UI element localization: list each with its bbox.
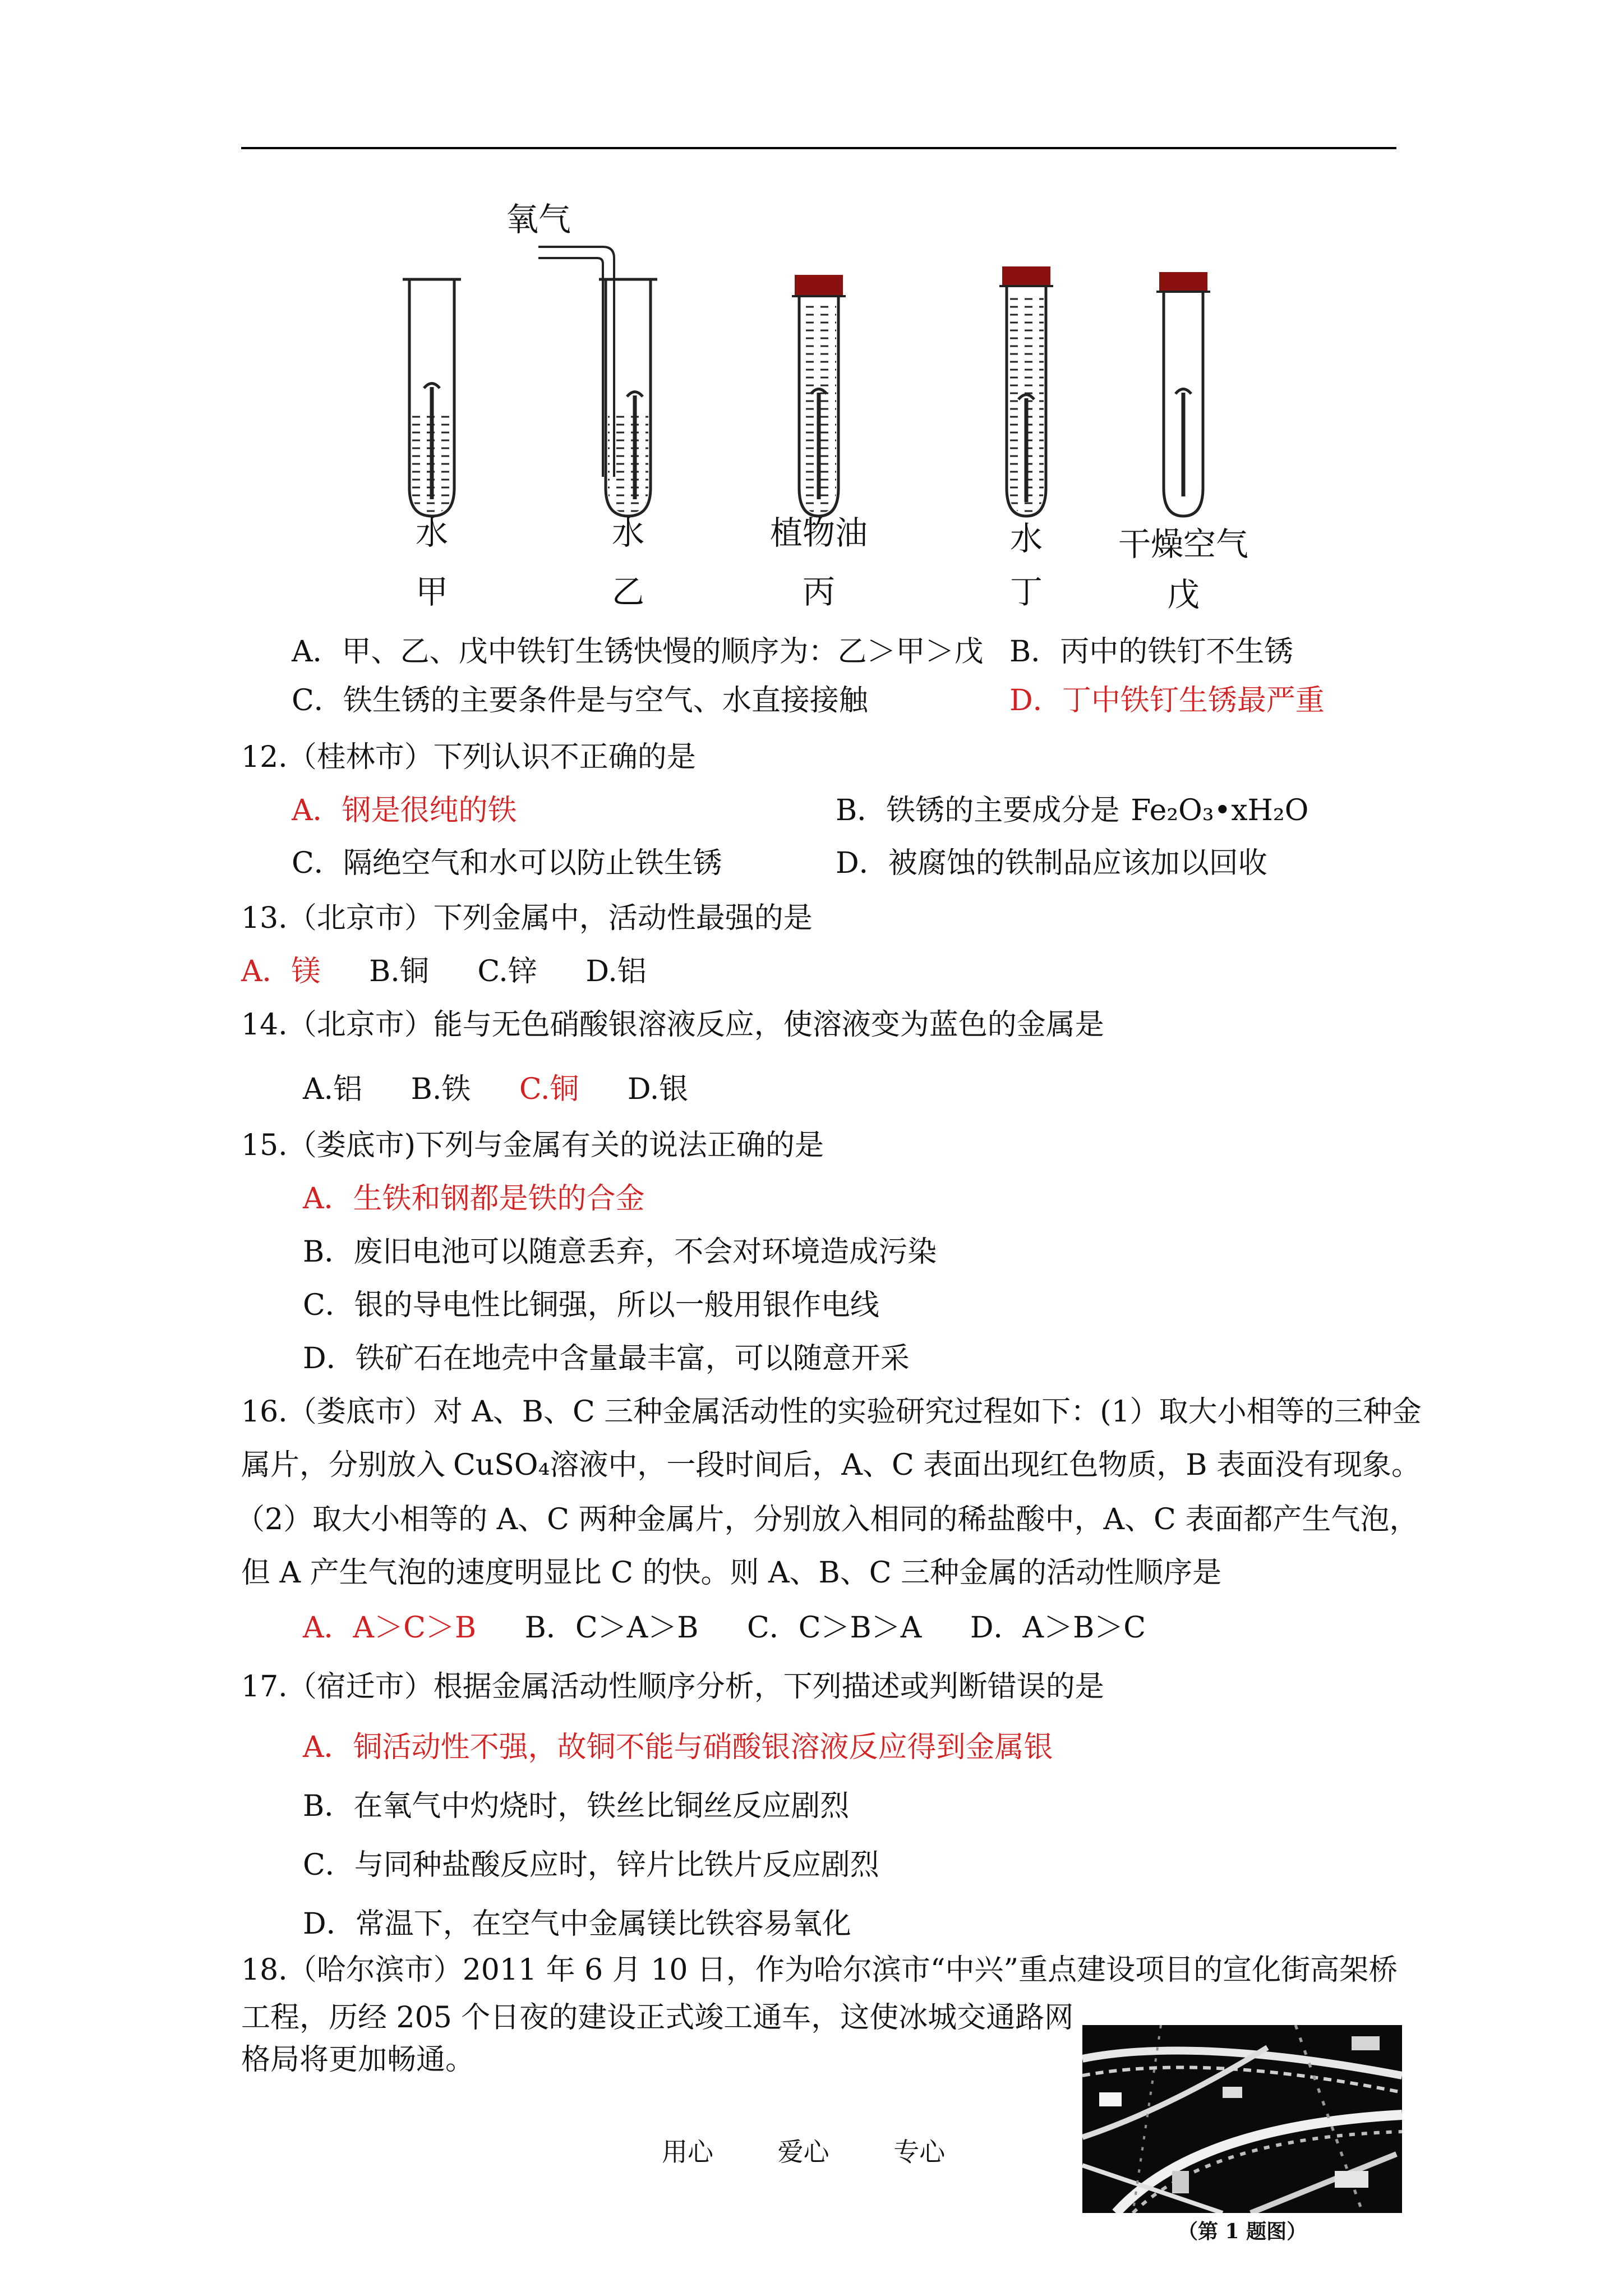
q17-option-a: A．铜活动性不强，故铜不能与硝酸银溶液反应得到金属银	[303, 1731, 1053, 1764]
q15-stem: 15.（娄底市)下列与金属有关的说法正确的是	[241, 1129, 824, 1162]
q16-line-4: 但 A 产生气泡的速度明显比 C 的快。则 A、B、C 三种金属的活动性顺序是	[241, 1556, 1222, 1590]
copper-sulfate-formula: CuSO₄	[453, 1448, 550, 1482]
q11-option-a: A．甲、乙、戊中铁钉生锈快慢的顺序为：乙＞甲＞戊	[292, 635, 984, 669]
footer-item: 专心	[893, 2137, 946, 2167]
tube-ding	[999, 266, 1053, 516]
footer-item: 爱心	[777, 2137, 829, 2167]
oxygen-label: 氧气	[505, 200, 571, 238]
photo-caption: （第 1 题图）	[1178, 2220, 1307, 2243]
q15-option-a: A．生铁和钢都是铁的合金	[303, 1182, 645, 1216]
tube-jia-contents: 水	[415, 514, 448, 552]
q12-option-a: A．钢是很纯的铁	[292, 794, 517, 827]
tube-yi-name: 乙	[611, 573, 644, 611]
tube-yi	[538, 247, 657, 516]
tube-yi-contents: 水	[611, 514, 644, 552]
q12-option-b-text: B．铁锈的主要成分是	[836, 794, 1120, 827]
q14-options	[303, 1071, 688, 1107]
q17-option-b: B．在氧气中灼烧时，铁丝比铜丝反应剧烈	[303, 1789, 850, 1823]
q16-line-3: （2）取大小相等的 A、C 两种金属片，分别放入相同的稀盐酸中，A、C 表面都产生气泡，	[236, 1503, 1419, 1536]
q15-option-b: B．废旧电池可以随意丢弃，不会对环境造成污染	[303, 1235, 937, 1269]
header-rule	[241, 147, 1396, 149]
q14-option-c: C.铜	[519, 1073, 579, 1106]
q17-stem: 17.（宿迁市）根据金属活动性顺序分析，下列描述或判断错误的是	[241, 1670, 1104, 1704]
tube-wu-contents: 干燥空气	[1118, 525, 1248, 563]
q12-option-b	[836, 793, 1308, 829]
q16-options	[303, 1610, 1146, 1646]
tube-bing-name: 丙	[802, 573, 835, 611]
q14-option-b: B.铁	[411, 1073, 471, 1106]
tube-wu	[1156, 272, 1210, 516]
q11-option-c: C．铁生锈的主要条件是与空气、水直接接触	[292, 684, 868, 717]
tube-bing	[792, 275, 846, 516]
q16-line-2	[241, 1447, 1421, 1483]
q13-option-d: D.铝	[585, 955, 647, 988]
q13-option-b: B.铜	[369, 955, 429, 988]
q11-option-d: D．丁中铁钉生锈最严重	[1009, 684, 1325, 717]
q17-option-d: D．常温下，在空气中金属镁比铁容易氧化	[303, 1907, 851, 1941]
overpass-photo	[1082, 2025, 1402, 2213]
q15-option-c: C．银的导电性比铜强，所以一般用银作电线	[303, 1289, 879, 1322]
tube-wu-name: 戊	[1166, 576, 1200, 614]
q13-stem: 13.（北京市）下列金属中，活动性最强的是	[241, 901, 813, 935]
q16-option-a: A．A＞C＞B	[303, 1611, 477, 1645]
q18-line-1: 18.（哈尔滨市）2011 年 6 月 10 日，作为哈尔滨市“中兴”重点建设项目的宣化街高架桥	[241, 1953, 1398, 1987]
q11-option-b: B．丙中的铁钉不生锈	[1009, 635, 1294, 669]
tube-jia	[403, 279, 461, 516]
q16-option-c: C．C＞B＞A	[746, 1611, 922, 1645]
tube-jia-name: 甲	[415, 573, 448, 611]
q14-option-d: D.银	[627, 1073, 689, 1106]
footer-item: 用心	[662, 2137, 713, 2167]
q15-option-d: D．铁矿石在地壳中含量最丰富，可以随意开采	[303, 1342, 910, 1375]
tube-ding-contents: 水	[1009, 519, 1043, 558]
rust-formula: Fe₂O₃•xH₂O	[1131, 794, 1309, 827]
q13-option-c: C.锌	[477, 955, 537, 988]
q12-option-d: D．被腐蚀的铁制品应该加以回收	[836, 846, 1267, 880]
tube-ding-name: 丁	[1009, 573, 1043, 611]
page-footer	[662, 2132, 1001, 2169]
q17-option-c: C．与同种盐酸反应时，锌片比铁片反应剧烈	[303, 1848, 879, 1882]
q16-line-1: 16.（娄底市）对 A、B、C 三种金属活动性的实验研究过程如下：(1）取大小相等的三种金	[241, 1395, 1422, 1429]
q14-stem: 14.（北京市）能与无色硝酸银溶液反应，使溶液变为蓝色的金属是	[241, 1008, 1104, 1042]
q16-option-b: B．C＞A＞B	[524, 1611, 699, 1645]
q16-line-2-start: 属片，分别放入	[241, 1448, 446, 1482]
q12-stem: 12.（桂林市）下列认识不正确的是	[241, 740, 696, 774]
q14-option-a: A.铝	[303, 1073, 363, 1106]
q18-line-3: 格局将更加畅通。	[241, 2043, 475, 2077]
q16-line-2-end: 溶液中，一段时间后，A、C 表面出现红色物质，B 表面没有现象。	[550, 1448, 1421, 1482]
tube-bing-contents: 植物油	[769, 514, 868, 552]
q12-option-c: C．隔绝空气和水可以防止铁生锈	[292, 846, 722, 880]
q13-options	[241, 954, 647, 990]
q16-option-d: D．A＞B＞C	[970, 1611, 1146, 1645]
q18-line-2: 工程，历经 205 个日夜的建设正式竣工通车，这使冰城交通路网	[241, 2001, 1074, 2035]
q13-option-a: A．镁	[241, 955, 321, 988]
